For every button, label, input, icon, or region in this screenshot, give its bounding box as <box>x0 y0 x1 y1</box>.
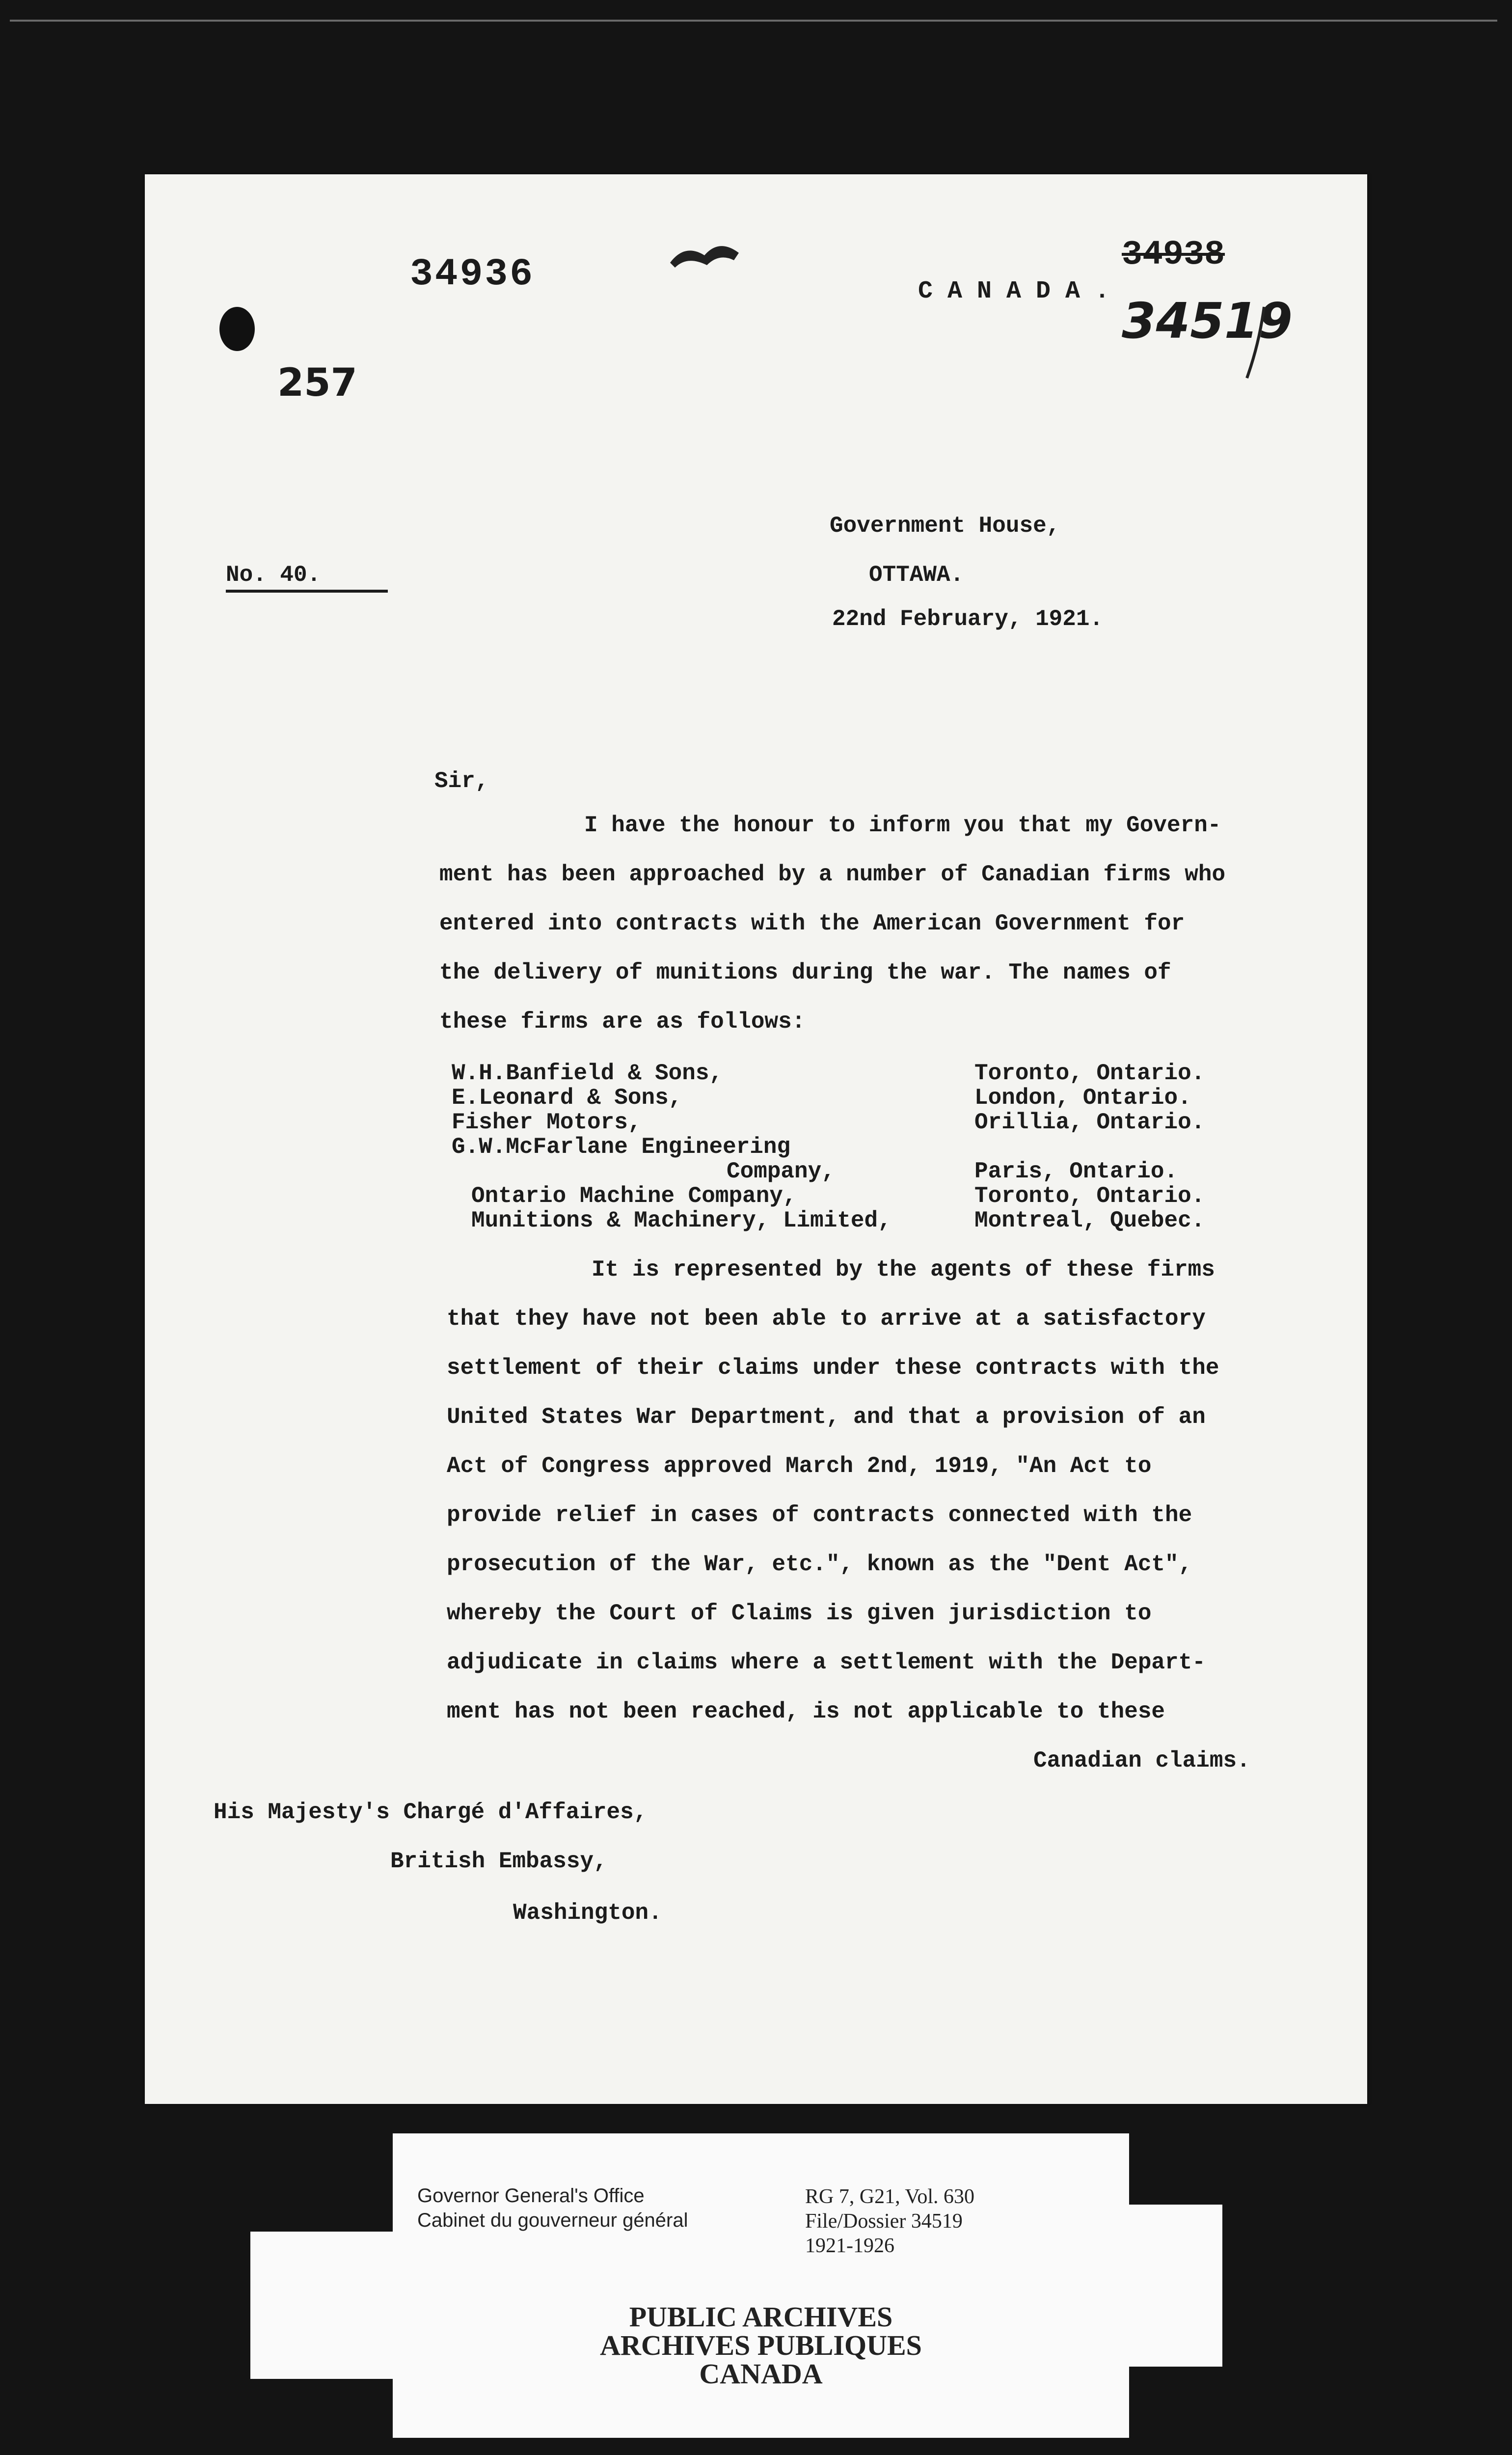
paragraph1-line: I have the honour to inform you that my Govern- <box>584 813 1221 838</box>
firm-location: London, Ontario. <box>974 1085 1191 1111</box>
firm-name: E.Leonard & Sons, <box>452 1085 682 1111</box>
firm-name: Company, <box>727 1159 835 1184</box>
address-line-2: OTTAWA. <box>869 562 964 588</box>
paragraph1-line: these firms are as follows: <box>439 1009 806 1035</box>
firm-name: W.H.Banfield & Sons, <box>452 1061 723 1086</box>
paragraph2-line: ment has not been reached, is not applicable to these <box>447 1699 1165 1724</box>
country-heading: C A N A D A . <box>918 277 1110 305</box>
letter-date: 22nd February, 1921. <box>832 606 1104 632</box>
address-line-1: Government House, <box>830 513 1060 539</box>
dispatch-number: No. 40. <box>226 562 388 593</box>
paragraph1-line: ment has been approached by a number of Canadian firms who <box>439 862 1226 887</box>
paragraph1-line: entered into contracts with the American Government for <box>439 911 1185 936</box>
label-tab-left <box>250 2232 398 2379</box>
firm-name: Fisher Motors, <box>452 1110 642 1135</box>
paragraph2-line: provide relief in cases of contracts connected with the <box>447 1502 1192 1528</box>
firm-name: Ontario Machine Company, <box>471 1183 797 1209</box>
paragraph2-line: prosecution of the War, etc.", known as the "Dent Act", <box>447 1552 1192 1577</box>
punch-hole <box>219 307 255 351</box>
paragraph1-line: the delivery of munitions during the war. The names of <box>439 960 1171 985</box>
firm-location: Toronto, Ontario. <box>974 1061 1205 1086</box>
page-number: 257 <box>277 361 357 405</box>
firm-location: Montreal, Quebec. <box>974 1208 1205 1233</box>
archive-title-3: CANADA <box>699 2358 823 2390</box>
scan-edge-line <box>10 20 1497 22</box>
recipient-line-2: British Embassy, <box>390 1849 607 1874</box>
firm-name: Munitions & Machinery, Limited, <box>471 1208 891 1233</box>
handwritten-file-number: 34519 <box>1122 292 1293 350</box>
archive-years: 1921-1926 <box>805 2235 894 2257</box>
archive-file: File/Dossier 34519 <box>805 2210 963 2233</box>
salutation: Sir, <box>434 768 489 794</box>
label-tab-right <box>1124 2205 1222 2367</box>
handwritten-slash-mark <box>1242 304 1271 383</box>
archive-reference: RG 7, G21, Vol. 630 <box>805 2185 975 2208</box>
archive-title-1: PUBLIC ARCHIVES <box>629 2301 893 2333</box>
paragraph2-line: United States War Department, and that a provision of an <box>447 1404 1206 1430</box>
recipient-line-3: Washington. <box>513 1900 662 1926</box>
paragraph2-line: It is represented by the agents of these firms <box>592 1257 1215 1282</box>
letter-page <box>145 174 1367 2104</box>
paragraph2-line: Act of Congress approved March 2nd, 1919, "An Act to <box>447 1453 1152 1479</box>
firm-location: Orillia, Ontario. <box>974 1110 1205 1135</box>
recipient-line-1: His Majesty's Chargé d'Affaires, <box>214 1800 648 1825</box>
paragraph2-line: Canadian claims. <box>1033 1748 1250 1773</box>
archive-label <box>250 2133 1134 2438</box>
crown-emblem-icon <box>665 233 744 277</box>
struck-file-number: 34938 <box>1122 236 1225 274</box>
office-french: Cabinet du gouverneur général <box>417 2210 688 2231</box>
office-english: Governor General's Office <box>417 2185 645 2207</box>
paragraph2-line: that they have not been able to arrive at a satisfactory <box>447 1306 1206 1332</box>
firm-name: G.W.McFarlane Engineering <box>452 1134 791 1160</box>
paragraph2-line: adjudicate in claims where a settlement with the Depart- <box>447 1650 1206 1675</box>
archive-title-2: ARCHIVES PUBLIQUES <box>600 2329 922 2361</box>
stamp-number: 34936 <box>410 253 535 296</box>
label-card <box>393 2133 1129 2438</box>
paragraph2-line: settlement of their claims under these contracts with the <box>447 1355 1219 1381</box>
firm-location: Paris, Ontario. <box>974 1159 1178 1184</box>
paragraph2-line: whereby the Court of Claims is given jurisdiction to <box>447 1601 1152 1626</box>
firm-location: Toronto, Ontario. <box>974 1183 1205 1209</box>
